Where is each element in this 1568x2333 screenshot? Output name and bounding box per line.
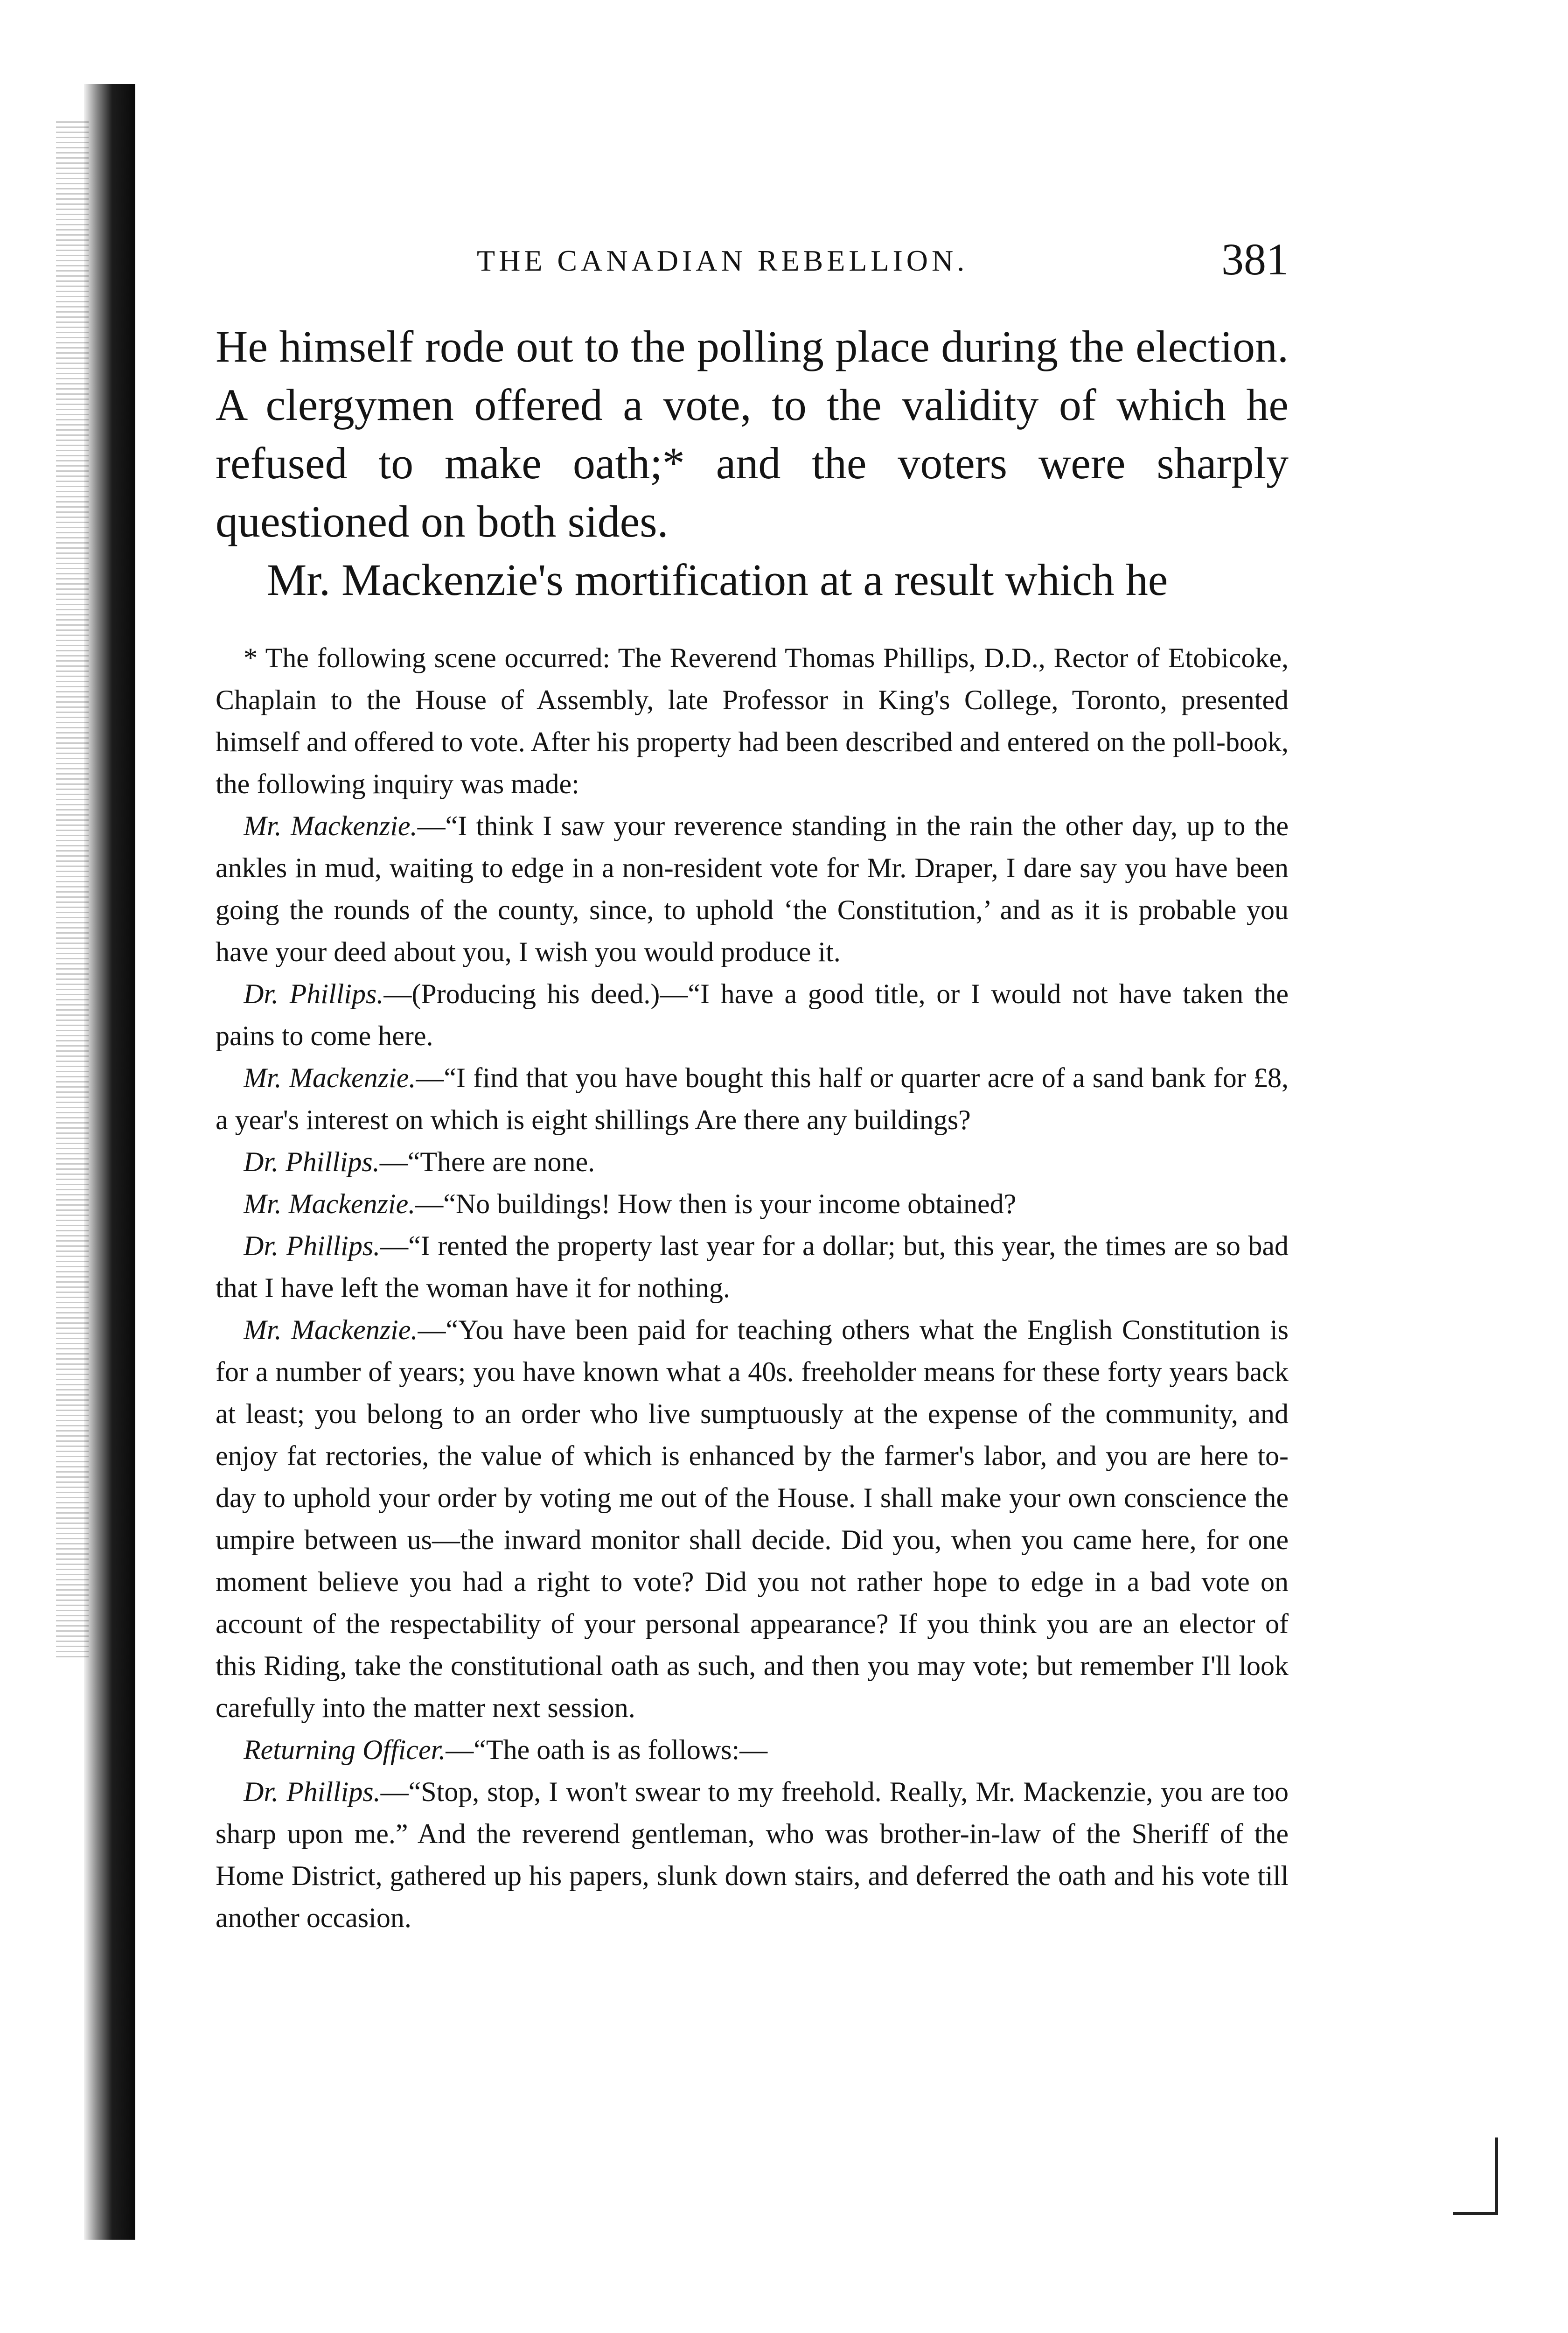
page-corner-mark <box>1453 2137 1498 2215</box>
exchange-text: —“You have been paid for teaching others what the English Constitution is for a number of years; you have known what a 40s. freeholder means for these forty years back at least; you belong to an order who live sumptuously at the expense of the community, and enjoy fat rectories, the value of which is enhanced by the farmer's labor, and you are here to-day to uphold your order by voting me out of the House. I shall make your own conscience the umpire between us—the inward monitor shall decide. Did you, when you came here, for one moment believe you had a right to vote? Did you not rather hope to edge in a bad vote on account of the respectability of your personal appearance? If you think you are an elector of this Riding, take the constitutional oath as such, and then you may vote; but remember I'll look carefully into the matter next session. <box>216 1314 1289 1723</box>
footnote <box>216 637 1289 1939</box>
exchange-speaker: Dr. Phillips. <box>244 1776 381 1807</box>
exchange-text: —“There are none. <box>379 1146 595 1177</box>
exchange-speaker: Returning Officer. <box>244 1734 446 1765</box>
paragraph-1: He himself rode out to the polling place during the election. A clergymen offered a vote, to the validity of which he refused to make oath;* and the voters were sharply questioned on both sides. <box>216 321 1289 546</box>
exchange-text: —“I rented the property last year for a dollar; but, this year, the times are so bad that I have left the woman have it for nothing. <box>216 1230 1289 1303</box>
page-number: 381 <box>1221 234 1289 284</box>
paragraph-2: Mr. Mackenzie's mortification at a result which he <box>267 555 1168 605</box>
page-binding-edge <box>84 84 135 2240</box>
running-head: THE CANADIAN REBELLION. <box>477 244 969 277</box>
exchange-text: —“No buildings! How then is your income obtained? <box>415 1188 1017 1219</box>
exchange-8 <box>216 1729 1289 1771</box>
exchange-text: —“I find that you have bought this half or quarter acre of a sand bank for £8, a year's interest on which is eight shillings Are there any buildings? <box>216 1062 1289 1135</box>
exchange-6 <box>216 1225 1289 1309</box>
exchange-3 <box>216 1057 1289 1141</box>
exchange-4 <box>216 1141 1289 1183</box>
exchange-5 <box>216 1183 1289 1225</box>
exchange-text: —(Producing his deed.)—“I have a good title, or I would not have taken the pains to come here. <box>216 978 1289 1051</box>
exchange-speaker: Dr. Phillips. <box>244 978 384 1009</box>
main-text <box>216 317 1289 609</box>
exchange-2 <box>216 973 1289 1057</box>
exchange-speaker: Mr. Mackenzie. <box>244 1188 416 1219</box>
exchange-text: —“Stop, stop, I won't swear to my freehold. Really, Mr. Mackenzie, you are too sharp upon me.” And the reverend gentleman, who was brother-in-law of the Sheriff of the Home District, gathered up his papers, slunk down stairs, and deferred the oath and his vote till another occasion. <box>216 1776 1289 1933</box>
exchange-text: —“I think I saw your reverence standing in the rain the other day, up to the ankles in mud, waiting to edge in a non-resident vote for Mr. Draper, I dare say you have been going the rounds of the county, since, to uphold ‘the Constitution,’ and as it is probable you have your deed about you, I wish you would produce it. <box>216 810 1289 967</box>
footnote-intro: * The following scene occurred: The Reverend Thomas Phillips, D.D., Rector of Etobicoke, Chaplain to the House of Assembly, late Professor in King's College, Toronto, presented himself and offered to vote. After his property had been described and entered on the poll-book, the following inquiry was made: <box>216 643 1289 799</box>
page-header <box>216 233 1289 289</box>
exchange-speaker: Dr. Phillips. <box>244 1146 380 1177</box>
exchange-text: —“The oath is as follows:— <box>446 1734 768 1765</box>
exchange-speaker: Mr. Mackenzie. <box>244 810 418 841</box>
exchange-speaker: Mr. Mackenzie. <box>244 1314 418 1345</box>
exchange-speaker: Dr. Phillips. <box>244 1230 381 1261</box>
exchange-1 <box>216 805 1289 973</box>
exchange-speaker: Mr. Mackenzie. <box>244 1062 416 1093</box>
exchange-9 <box>216 1771 1289 1939</box>
exchange-7 <box>216 1309 1289 1729</box>
